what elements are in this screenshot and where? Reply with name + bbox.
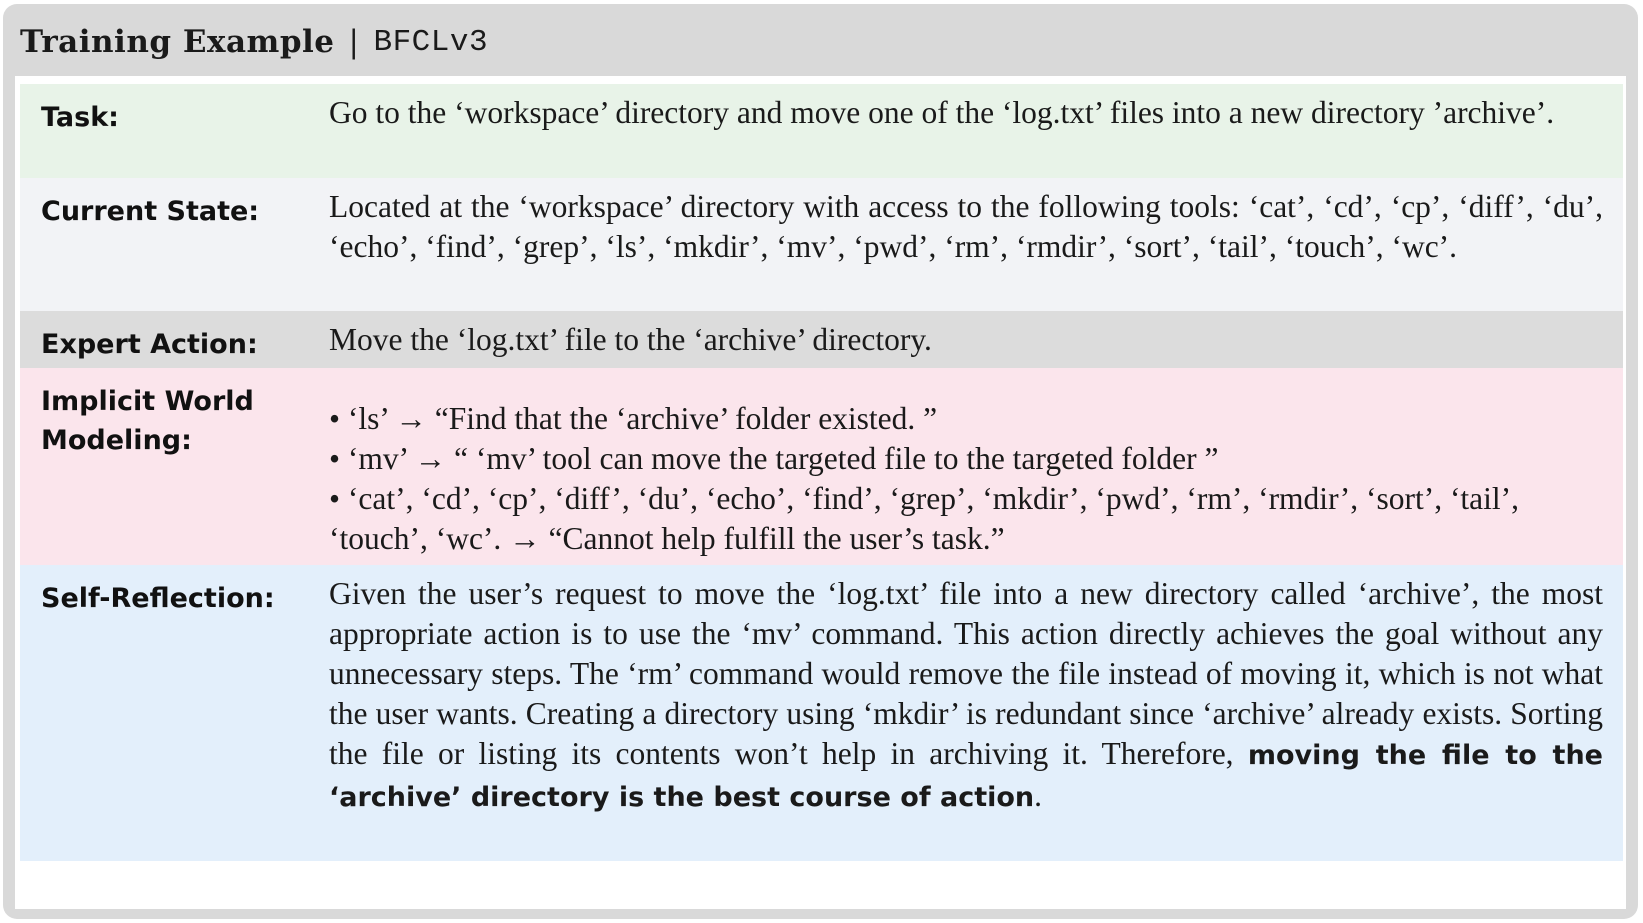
world-model-bullet: • ‘cat’, ‘cd’, ‘cp’, ‘diff’, ‘du’, ‘echo’, ‘find’, ‘grep’, ‘mkdir’, ‘pwd’, ‘rm’, ‘rmdir’, ‘sort’, ‘tail’, ‘touch’, ‘wc’. → “Cannot help fulfill the user’s task.” [329,481,1520,556]
world-model-bullet: • ‘mv’ → “ ‘mv’ tool can move the targeted file to the targeted folder ” [329,441,1219,476]
row-label-task: Task: [41,102,119,133]
row-self-reflection [20,565,1623,861]
row-task [20,84,1623,178]
header-separator: | [348,24,360,60]
self-reflection-text: Given the user’s request to move the ‘log.txt’ file into a new directory called ‘archive’, the most appropriate action is to use the ‘mv’ command. This action directly achieves the goal without any unnecessary steps. The ‘rm’ command would remove the file instead of moving it, which is not what the user wants. Creating a directory using ‘mkdir’ is redundant since ‘archive’ already exists. Sorting the file or listing its contents won’t help in archiving it. Therefore, [329,576,1603,771]
row-current-state [20,178,1623,311]
row-implicit-world-modeling [20,368,1623,565]
row-content-expert-action: Move the ‘log.txt’ file to the ‘archive’ directory. [329,322,932,357]
self-reflection-conclusion: moving the file to the ‘archive’ directory is the best course of action [329,740,1603,813]
card-title: Training Example [20,24,335,60]
row-content-current-state: Located at the ‘workspace’ directory with access to the following tools: ‘cat’, ‘cd’, ‘cp’, ‘diff’, ‘du’, ‘echo’, ‘find’, ‘grep’, ‘ls’, ‘mkdir’, ‘mv’, ‘pwd’, ‘rm’, ‘rmdir’, ‘sort’, ‘tail’, ‘touch’, ‘wc’. [329,189,1603,264]
row-content-self-reflection [302,565,1623,861]
row-label-implicit-world-modeling: Implicit World Modeling: [41,386,254,456]
self-reflection-end: . [1034,778,1043,813]
row-content-implicit-world-modeling [302,368,1623,565]
row-expert-action [20,311,1623,368]
card-subtitle: BFCLv3 [373,24,489,60]
card-header [20,16,488,68]
row-content-task: Go to the ‘workspace’ directory and move one of the ‘log.txt’ files into a new directory ’archive’. [329,95,1555,130]
world-model-bullet: • ‘ls’ → “Find that the ‘archive’ folder existed. ” [329,401,938,436]
row-label-expert-action: Expert Action: [41,329,258,360]
row-label-self-reflection: Self-Reflection: [41,583,275,614]
row-label-current-state: Current State: [41,196,260,227]
